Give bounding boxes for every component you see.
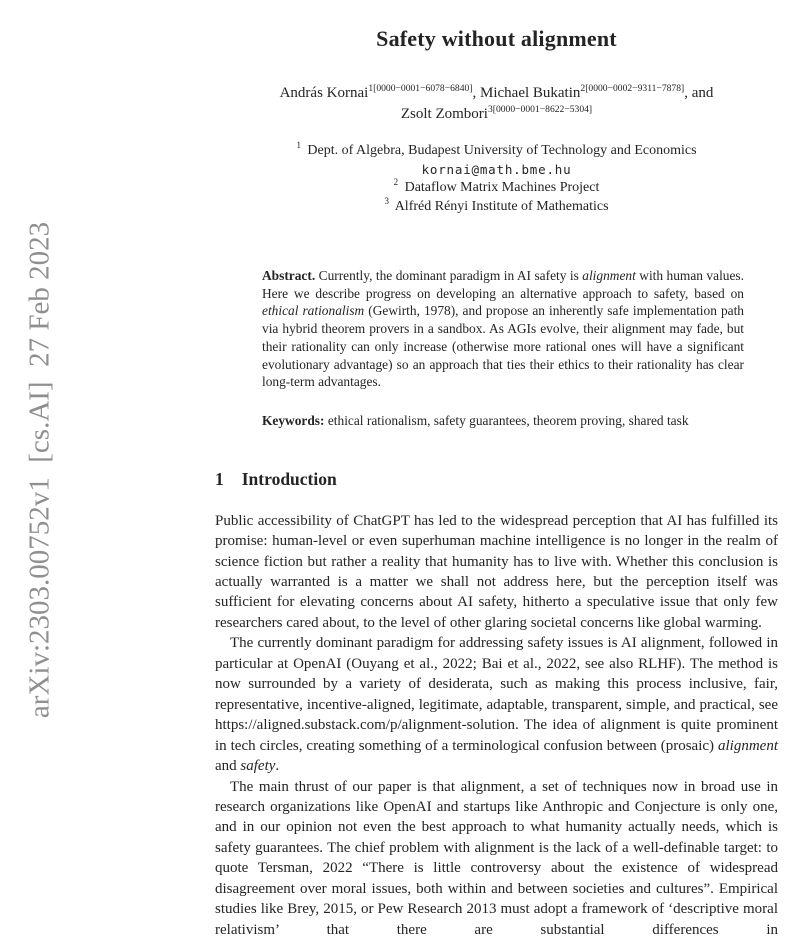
paragraph-1: Public accessibility of ChatGPT has led to the widespread perception that AI has fulfilled its promise: human-level or even superhuman machine intelligence is no longer in the realm of science fiction but rather a reality that humanity has to live with. Whether this conclusion is actually warranted is a matter we shall not address here, but the perception itself was sufficient for elevating concerns about AI safety, hitherto a speculative issue that only few researchers cared about, to the level of other glaring societal concerns like global warming.	[215, 512, 778, 631]
affiliation-2-marker: 2	[393, 177, 399, 188]
affiliation-1	[215, 142, 778, 161]
affiliation-2-text: Dataflow Matrix Machines Project	[404, 180, 600, 195]
authors-line-1: András Kornai$^{1[0000-0001-6078-6840]}$, Michael Bukatin$^{2[0000-0002-9311-7878]}$, and	[279, 83, 714, 101]
paper-title: Safety without alignment	[376, 26, 617, 51]
section-number: 1	[215, 468, 224, 489]
affiliation-3-text: Alfréd Rényi Institute of Mathematics	[394, 198, 609, 214]
abstract-text: Abstract. Currently, the dominant paradigm in AI safety is alignment with human values. Here we describe progress on developing an alternative approach to safety, based on ethical rationalism (Gewirth, 1978), and propose an inherently safe implementation path via hybrid theorem provers in a sandbox. As AGIs evolve, their alignment may fade, but their rationality can only increase (otherwise more rational ones will have a significant evolutionary advantage) so an approach that ties their ethics to their rationality has clear long-term advantages.	[262, 268, 744, 390]
affiliations-block	[215, 142, 778, 216]
affiliation-3-marker: 3	[384, 195, 389, 206]
section-title: Introduction	[241, 468, 337, 489]
paper-content	[215, 0, 778, 940]
affiliation-3	[215, 195, 778, 217]
affiliation-1-text: Dept. of Algebra, Budapest University of Technology and Economics	[307, 143, 697, 158]
authors-block	[215, 83, 778, 125]
affiliation-2	[215, 179, 778, 198]
affiliation-1-marker: 1	[296, 140, 301, 151]
authors-line-2: Zsolt Zombori$^{3[0000-0001-8622-5304]}$	[400, 104, 593, 122]
paragraph-3: The main thrust of our paper is that alignment, a set of techniques now in broad use in research organizations like OpenAI and startups like Anthropic and Conjecture is only one, and in our opinion not even the best approach to what humanity actually needs, which is safety guarantees. The chief problem with alignment is the lack of a well-definable target: to quote Tersman, 2022 “There is little controversy about the existence of widespread disagreement over moral issues, both within and between societies and cultures”. Empirical studies like Brey, 2015, or Pew Research 2013 must adopt a framework of ‘descriptive moral relativism’ that there are substantial differences in	[215, 778, 778, 938]
keywords-line: Keywords: ethical rationalism, safety guarantees, theorem proving, shared task	[262, 412, 689, 428]
arxiv-watermark: arXiv:2303.00752v1 [cs.AI] 27 Feb 2023	[23, 221, 56, 719]
paragraph-2: The currently dominant paradigm for addressing safety issues is AI alignment, followed in particular at OpenAI (Ouyang et al., 2022; Bai et al., 2022, see also RLHF). The method is now surrounded by a variety of desiderata, such as making this process inclusive, fair, representative, incentive-aligned, legitimate, adaptable, transparent, simple, and practical, see https://aligned.substack.com/p/alignment-solution. The idea of alignment is quite prominent in tech circles, creating something of a terminological confusion between (prosaic) alignment and safety.	[215, 635, 778, 775]
author-email: kornai@math.bme.hu	[421, 161, 572, 177]
section-heading	[215, 469, 778, 490]
